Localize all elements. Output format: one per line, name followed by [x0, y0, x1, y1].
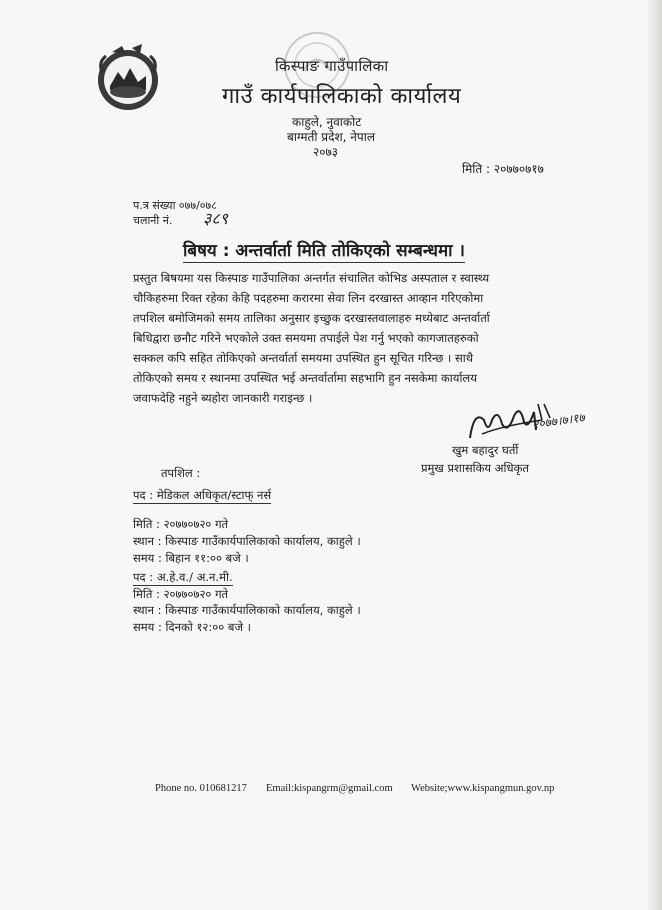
body-line: प्रस्तुत बिषयमा यस किस्पाङ गाउँपालिका अन्तर्गत संचालित कोभिड अस्पताल र स्वास्थ्य	[133, 271, 490, 285]
post-2-place: स्थान : किस्पाङ गाउँकार्यपालिकाको कार्यालय, काहुले ।	[133, 603, 361, 617]
body-line: सक्कल कपि सहित तोकिएको अन्तर्वार्ता समयमा उपस्थित हुन सूचित गरिन्छ । साथै	[133, 351, 474, 365]
letter-subject: बिषय : अन्तर्वार्ता मिति तोकिएको सम्बन्धमा ।	[183, 238, 465, 263]
office-short-name: किस्पाङ गाउँपालिका	[275, 57, 389, 75]
letter-date: मिति : २०७७०७१७	[462, 162, 544, 176]
office-full-name: गाउँ कार्यपालिकाको कार्यालय	[222, 84, 462, 109]
scan-edge	[648, 0, 662, 910]
letter-body	[133, 268, 551, 408]
office-location: काहुले, नुवाकोट	[292, 115, 362, 129]
dispatch-number-label: चलानी नं.	[133, 214, 173, 227]
signer-name: खुम बहादुर घर्ती	[452, 443, 519, 457]
footer-email-label: Email:	[266, 783, 294, 794]
dispatch-number-handwritten: ३८९	[203, 209, 228, 228]
footer-email-link[interactable]: kispangrm@gmail.com	[294, 783, 393, 794]
office-province: बाग्मती प्रदेश, नेपाल	[287, 130, 375, 144]
signature-date-handwritten: २०७७।७।१७	[531, 410, 586, 432]
body-line: जवाफदेहि नहुने ब्यहोरा जानकारी गराइन्छ ।	[133, 391, 313, 405]
post-1-time: समय : बिहान ११:०० बजे ।	[133, 551, 249, 565]
post-1-date: मिति : २०७७०७२० गते	[133, 517, 229, 531]
post-2-title: पद : अ.हे.व./ अ.न.मी.	[133, 570, 233, 584]
nepal-emblem-icon	[92, 42, 164, 114]
post-2-time: समय : दिनको १२:०० बजे ।	[133, 620, 252, 634]
body-line: तोकिएको समय र स्थानमा उपस्थित भई अन्तर्वार्तामा सहभागि हुन नसकेमा कार्यालय	[133, 371, 477, 385]
letter-number: प.त्र संख्या ०७७/०७८	[133, 199, 217, 212]
footer-phone: Phone no. 010681217	[155, 783, 247, 794]
post-1-place: स्थान : किस्पाङ गाउँकार्यपालिकाको कार्यालय, काहुले ।	[133, 534, 361, 548]
post-1-title: पद : मेडिकल अधिकृत/स्टाफ् नर्स	[133, 488, 272, 502]
body-line: बिधिद्वारा छनौट गरिने भएकोले उक्त समयमा तपाईले पेश गर्नु भएको कागजातहरुको	[133, 331, 479, 345]
body-line: चौकिहरुमा रिक्त रहेका केहि पदहरुमा करारमा सेवा लिन दरखास्त आव्हान गरिएकोमा	[133, 291, 484, 305]
office-year: २०७३	[313, 145, 338, 159]
signer-title: प्रमुख प्रशासकिय अधिकृत	[421, 461, 529, 475]
post-2-date: मिति : २०७७०७२० गते	[133, 587, 229, 601]
schedule-heading: तपशिल :	[161, 466, 201, 480]
body-line: तपशिल बमोजिमको समय तालिका अनुसार इच्छुक दरखास्तवालाहरु मध्येबाट अन्तर्वार्ता	[133, 311, 490, 325]
footer-website[interactable]: Website;www.kispangmun.gov.np	[411, 783, 555, 794]
